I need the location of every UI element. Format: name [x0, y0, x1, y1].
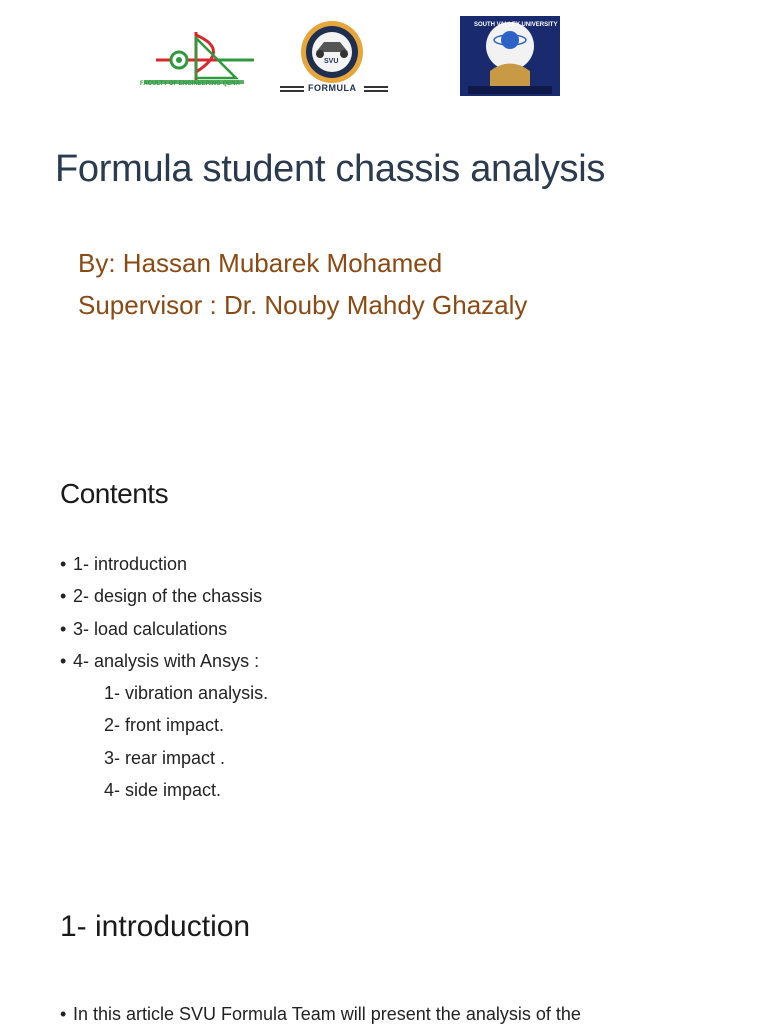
author-line: By: Hassan Mubarek Mohamed [78, 248, 443, 278]
south-valley-university-logo [460, 16, 560, 96]
bullet-icon: • [60, 554, 67, 574]
toc-item: • 4- analysis with Ansys : [60, 645, 268, 677]
svu-arc-text: SOUTH VALLEY UNIVERSITY [474, 22, 558, 28]
supervisor-line: Supervisor : Dr. Nouby Mahdy Ghazaly [78, 290, 528, 320]
faculty-engineering-caption: FACULTY OF ENGINEERING QENA [140, 81, 240, 87]
toc-subitem: 3- rear impact . [104, 747, 226, 768]
svu-formula-logo [280, 20, 390, 96]
table-of-contents [60, 548, 268, 806]
toc-subitem: 1- vibration analysis. [104, 683, 269, 704]
bullet-icon: • [60, 650, 67, 671]
toc-subitem: 4- side impact. [104, 780, 222, 801]
bullet-icon: • [60, 618, 67, 639]
svu-formula-banner: FORMULA [308, 83, 357, 93]
svu-formula-top-text: SVU [324, 58, 339, 65]
introduction-heading: 1- introduction [60, 910, 251, 943]
toc-subitem: 2- front impact. [104, 715, 225, 736]
toc-item: • 3- load calculations [60, 613, 268, 645]
page-title: Formula student chassis analysis [55, 148, 606, 190]
faculty-engineering-logo [136, 30, 256, 90]
introduction-paragraph: • In this article SVU Formula Team will present the analysis of the [60, 1004, 581, 1024]
bullet-icon: • [60, 1004, 67, 1024]
toc-item: • 1- introduction [60, 548, 268, 580]
bullet-icon: • [60, 586, 67, 607]
contents-heading: Contents [60, 478, 169, 509]
header-logos [0, 16, 768, 98]
toc-item: • 2- design of the chassis [60, 580, 268, 612]
